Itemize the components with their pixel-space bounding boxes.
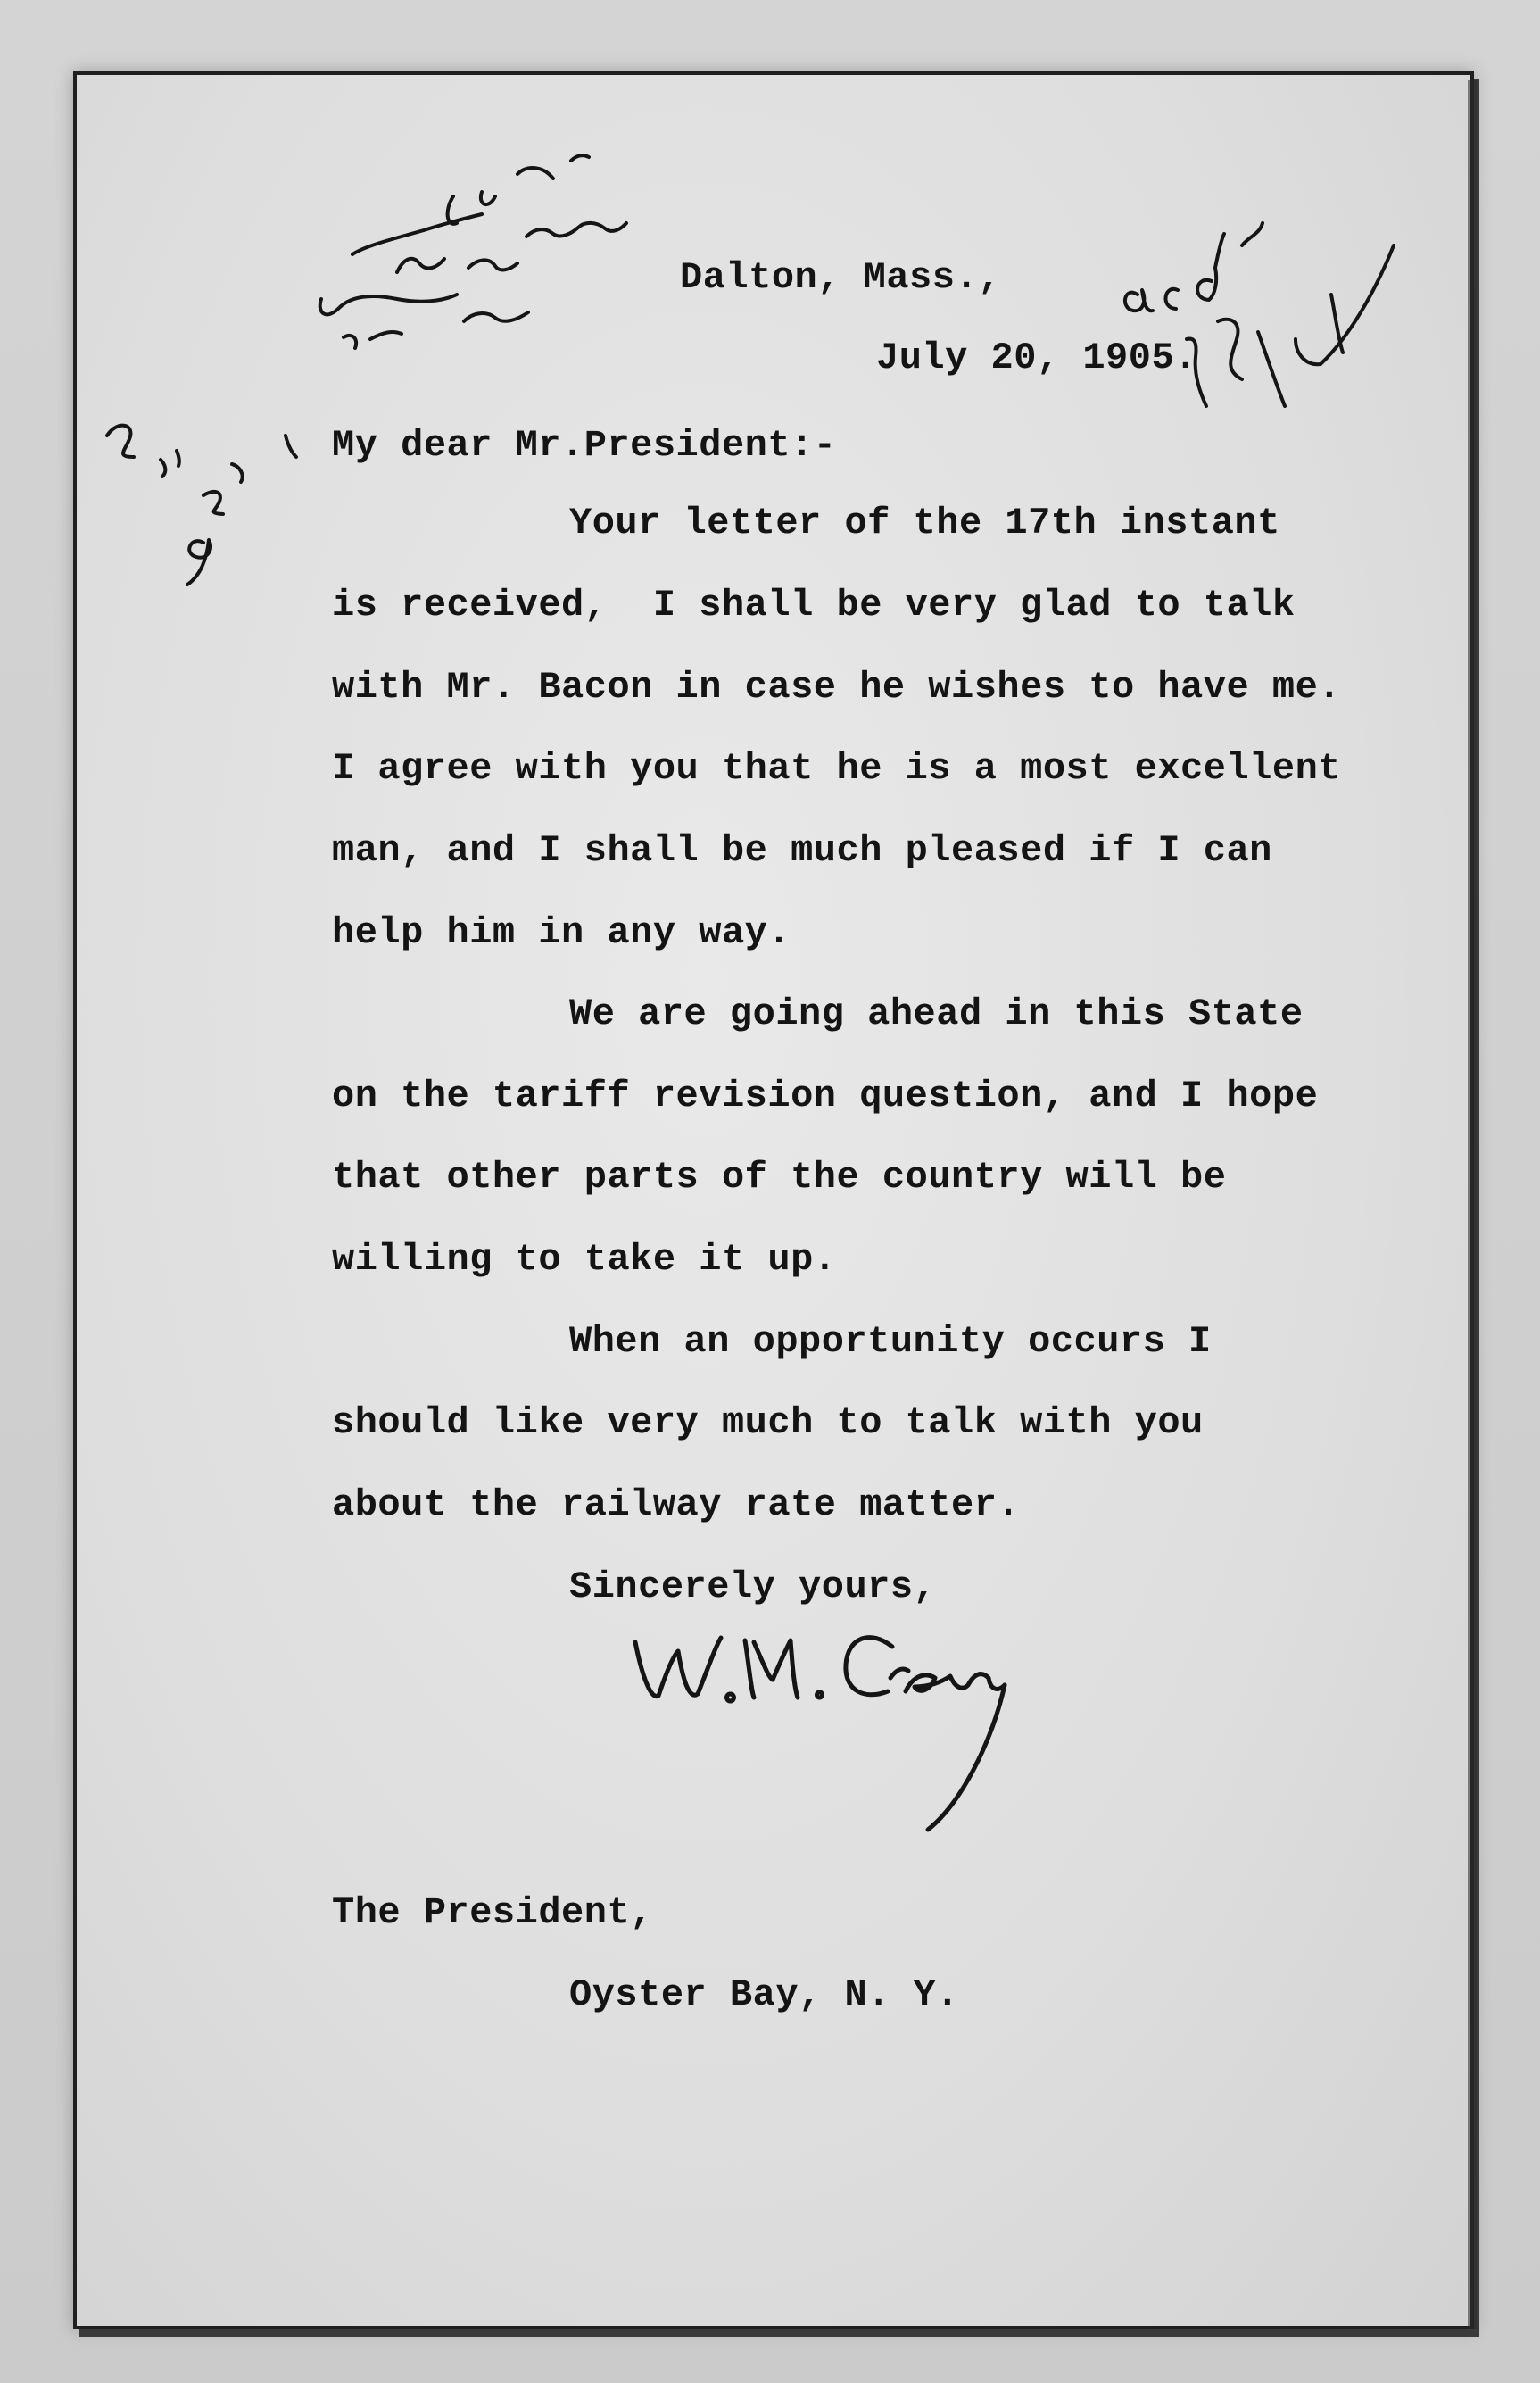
body-line-4: I agree with you that he is a most excellent xyxy=(332,747,1341,790)
addressee-name: The President, xyxy=(332,1891,653,1934)
letter-closing: Sincerely yours, xyxy=(569,1565,937,1608)
body-line-6: help him in any way. xyxy=(332,911,791,954)
body-line-11: When an opportunity occurs I xyxy=(569,1320,1212,1363)
body-line-12: should like very much to talk with you xyxy=(332,1401,1204,1444)
body-line-8: on the tariff revision question, and I hope xyxy=(332,1075,1319,1117)
body-line-2: is received, I shall be very glad to talk xyxy=(332,584,1296,627)
body-line-7: We are going ahead in this State xyxy=(569,992,1304,1035)
letter-date: July 20, 1905. xyxy=(876,336,1197,379)
body-line-13: about the railway rate matter. xyxy=(332,1483,1021,1526)
sheet-edge-shadow xyxy=(1468,80,1477,2329)
body-line-1: Your letter of the 17th instant xyxy=(569,502,1280,544)
body-line-10: willing to take it up. xyxy=(332,1238,837,1281)
body-line-5: man, and I shall be much pleased if I can xyxy=(332,829,1272,872)
body-line-9: that other parts of the country will be xyxy=(332,1156,1227,1199)
letter-place: Dalton, Mass., xyxy=(680,256,1001,299)
body-line-3: with Mr. Bacon in case he wishes to have me. xyxy=(332,666,1341,709)
letter-salutation: My dear Mr.President:- xyxy=(332,424,837,467)
addressee-location: Oyster Bay, N. Y. xyxy=(569,1973,959,2016)
